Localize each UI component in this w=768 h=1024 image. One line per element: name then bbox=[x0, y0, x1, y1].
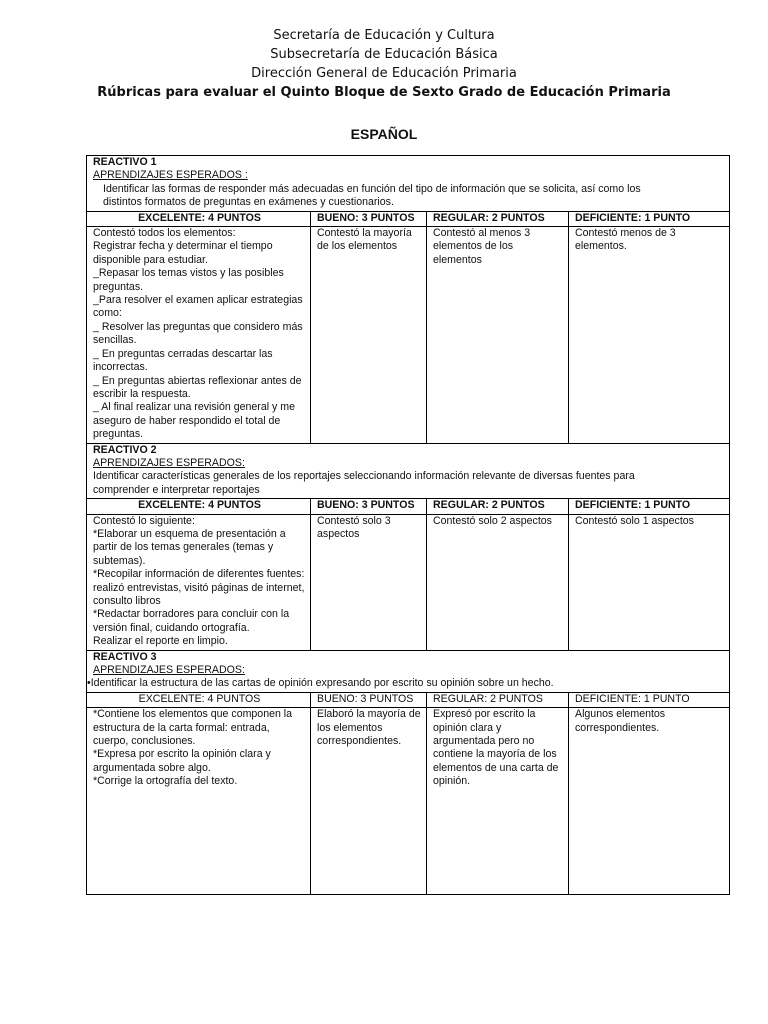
document-title: Rúbricas para evaluar el Quinto Bloque de Sexto Grado de Educación Primaria bbox=[97, 85, 671, 100]
criteria-deficiente: Algunos elementos correspondientes. bbox=[569, 708, 730, 895]
level-excelente: EXCELENTE: 4 PUNTOS bbox=[87, 692, 311, 707]
reactivo-title: REACTIVO 2 bbox=[93, 443, 157, 456]
criteria-regular: Expresó por escrito la opinión clara y argumentada pero no contiene la mayoría de los elementos de una carta de opinión. bbox=[427, 708, 569, 895]
rubric-table bbox=[86, 155, 730, 895]
criteria-line: _ En preguntas abiertas reflexionar antes de escribir la respuesta. bbox=[93, 374, 302, 400]
reactivo-3-heading-row bbox=[87, 650, 730, 692]
criteria-line: *Elaborar un esquema de presentación a partir de los temas generales (temas y subtemas). bbox=[93, 527, 286, 567]
subject-title: ESPAÑOL bbox=[350, 126, 418, 142]
criteria-line: Contestó lo siguiente: bbox=[93, 514, 195, 527]
criteria-regular: Contestó al menos 3 elementos de los elementos bbox=[427, 227, 569, 444]
level-bueno: BUENO: 3 PUNTOS bbox=[311, 211, 427, 226]
aprendizajes-text: distintos formatos de preguntas en exámenes y cuestionarios. bbox=[103, 196, 394, 209]
criteria-bueno: Contestó solo 3 aspectos bbox=[311, 514, 427, 650]
criteria-line: _Repasar los temas vistos y las posibles preguntas. bbox=[93, 267, 284, 293]
reactivo-1-heading-row bbox=[87, 156, 730, 212]
criteria-line: _Para resolver el examen aplicar estrategias como: bbox=[93, 294, 303, 320]
criteria-line: *Expresa por escrito la opinión clara y argumentada sobre algo. bbox=[93, 748, 271, 774]
criteria-bueno: Elaboró la mayoría de los elementos correspondientes. bbox=[311, 708, 427, 895]
criteria-deficiente: Contestó menos de 3 elementos. bbox=[569, 227, 730, 444]
level-deficiente: DEFICIENTE: 1 PUNTO bbox=[569, 499, 730, 514]
reactivo-2-heading-row bbox=[87, 443, 730, 499]
level-deficiente: DEFICIENTE: 1 PUNTO bbox=[569, 211, 730, 226]
reactivo-3-heading bbox=[87, 650, 730, 692]
criteria-excelente bbox=[87, 514, 311, 650]
level-deficiente: DEFICIENTE: 1 PUNTO bbox=[569, 692, 730, 707]
aprendizajes-text: Identificar características generales de los reportajes seleccionando información relevante de diversas fuentes para bbox=[93, 470, 635, 483]
header-line-1: Secretaría de Educación y Cultura bbox=[273, 28, 495, 43]
aprendizajes-text: Identificar las formas de responder más adecuadas en función del tipo de información que se solicita, así como los bbox=[103, 182, 641, 195]
level-regular: REGULAR: 2 PUNTOS bbox=[427, 499, 569, 514]
criteria-line: _ En preguntas cerradas descartar las incorrectas. bbox=[93, 347, 273, 374]
reactivo-1-criteria-row bbox=[87, 227, 730, 444]
level-bueno: BUENO: 3 PUNTOS bbox=[311, 692, 427, 707]
criteria-line: Realizar el reporte en limpio. bbox=[93, 635, 228, 648]
criteria-line: *Redactar borradores para concluir con la versión final, cuidando ortografía. bbox=[93, 608, 290, 634]
reactivo-title: REACTIVO 1 bbox=[93, 156, 157, 168]
reactivo-title: REACTIVO 3 bbox=[93, 650, 157, 663]
level-regular: REGULAR: 2 PUNTOS bbox=[427, 692, 569, 707]
criteria-line: *Corrige la ortografía del texto. bbox=[93, 775, 238, 788]
aprendizajes-label: APRENDIZAJES ESPERADOS: bbox=[93, 664, 245, 677]
aprendizajes-text: • Identificar la estructura de las cartas de opinión expresando por escrito su opinión sobre un hecho. bbox=[93, 677, 725, 690]
criteria-line: *Recopilar información de diferentes fuentes: realizó entrevistas, visitó páginas de internet, consulto libros bbox=[93, 568, 305, 607]
criteria-excelente bbox=[87, 227, 311, 444]
header-line-3: Dirección General de Educación Primaria bbox=[251, 66, 517, 81]
criteria-regular: Contestó solo 2 aspectos bbox=[427, 514, 569, 650]
level-bueno: BUENO: 3 PUNTOS bbox=[311, 499, 427, 514]
criteria-line: _ Resolver las preguntas que considero más sencillas. bbox=[93, 320, 303, 347]
reactivo-2-criteria-row bbox=[87, 514, 730, 650]
reactivo-1-levels-row bbox=[87, 211, 730, 226]
aprendizajes-label: APRENDIZAJES ESPERADOS : bbox=[93, 169, 248, 182]
criteria-line: _ Al final realizar una revisión general y me aseguro de haber respondido el total de preguntas. bbox=[93, 401, 295, 441]
level-excelente: EXCELENTE: 4 PUNTOS bbox=[87, 499, 311, 514]
criteria-bueno: Contestó la mayoría de los elementos bbox=[311, 227, 427, 444]
reactivo-3-criteria-row bbox=[87, 708, 730, 895]
reactivo-1-heading bbox=[87, 156, 730, 212]
criteria-line: *Contiene los elementos que componen la estructura de la carta formal: entrada, cuerpo, conclusiones. bbox=[93, 708, 293, 748]
level-excelente: EXCELENTE: 4 PUNTOS bbox=[87, 211, 311, 226]
header-line-2: Subsecretaría de Educación Básica bbox=[270, 47, 498, 62]
aprendizajes-label: APRENDIZAJES ESPERADOS: bbox=[93, 456, 245, 469]
criteria-excelente bbox=[87, 708, 311, 895]
criteria-line: Contestó todos los elementos: bbox=[93, 227, 236, 240]
aprendizajes-text: comprender e interpretar reportajes bbox=[93, 483, 260, 496]
document-header bbox=[0, 26, 768, 102]
level-regular: REGULAR: 2 PUNTOS bbox=[427, 211, 569, 226]
reactivo-3-levels-row bbox=[87, 692, 730, 707]
criteria-deficiente: Contestó solo 1 aspectos bbox=[569, 514, 730, 650]
reactivo-2-heading bbox=[87, 443, 730, 499]
criteria-line: Registrar fecha y determinar el tiempo disponible para estudiar. bbox=[93, 240, 273, 266]
reactivo-2-levels-row bbox=[87, 499, 730, 514]
